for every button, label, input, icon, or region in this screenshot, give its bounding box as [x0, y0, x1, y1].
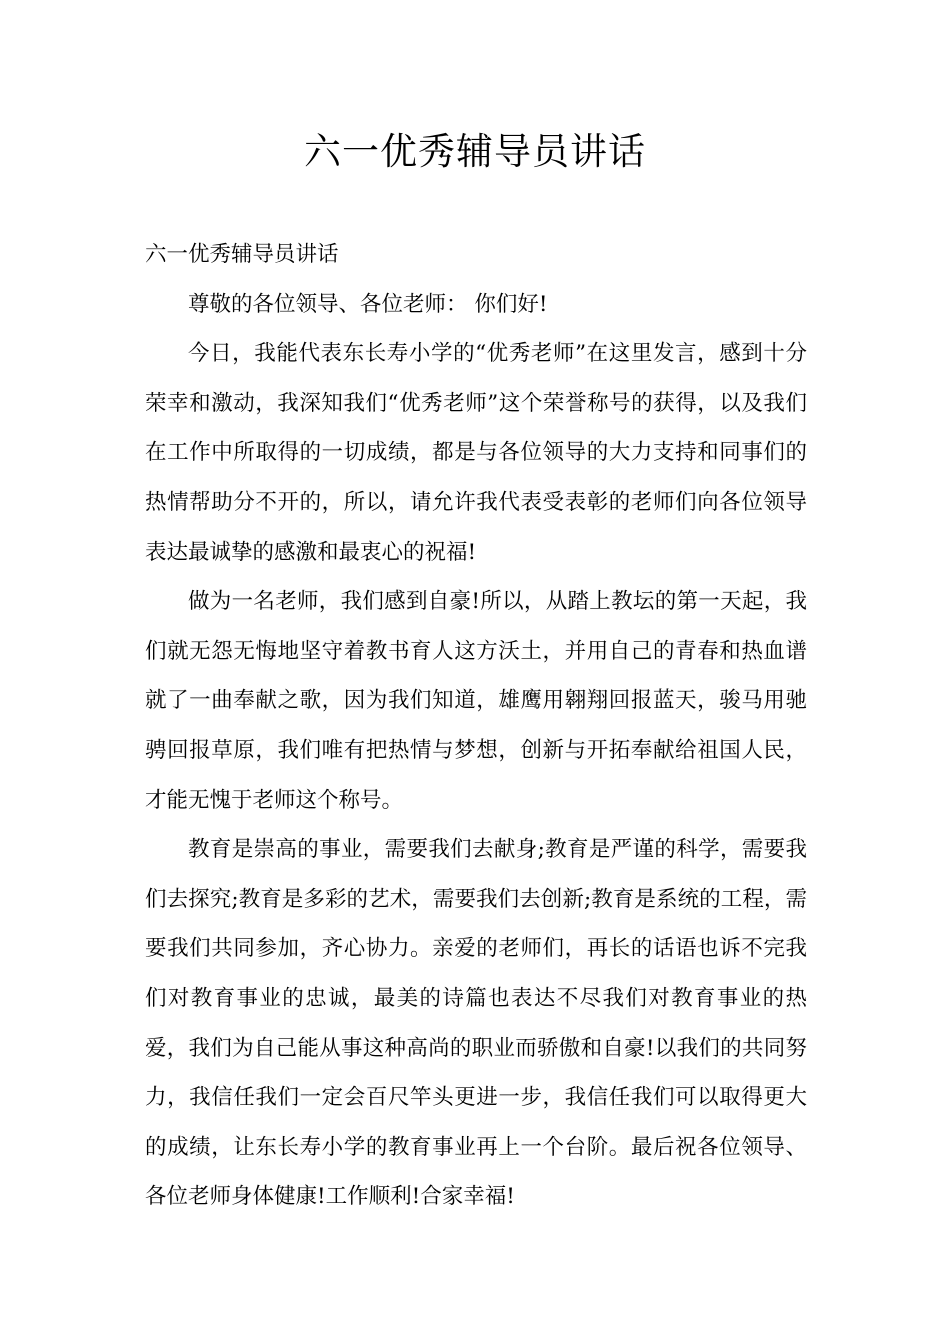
paragraph-3: 教育是崇高的事业，需要我们去献身;教育是严谨的科学，需要我们去探究;教育是多彩的艺术，需要我们去创新;教育是系统的工程，需要我们共同参加，齐心协力。亲爱的老师们，再长的话语也诉不完我们对教育事业的忠诚，最美的诗篇也表达不尽我们对教育事业的热爱，我们为自己能从事这种高尚的职业而骄傲和自豪!以我们的共同努力，我信任我们一定会百尺竿头更进一步，我信任我们可以取得更大的成绩，让东长寿小学的教育事业再上一个台阶。最后祝各位领导、各位老师身体健康!工作顺利!合家幸福! [145, 837, 807, 1210]
document-body [145, 230, 807, 1222]
paragraph-1: 今日，我能代表东长寿小学的“优秀老师”在这里发言，感到十分荣幸和激动，我深知我们“优秀老师”这个荣誉称号的获得，以及我们在工作中所取得的一切成绩，都是与各位领导的大力支持和同事们的热情帮助分不开的，所以，请允许我代表受表彰的老师们向各位领导表达最诚挚的感激和最衷心的祝福! [145, 341, 807, 565]
document-title: 六一优秀辅导员讲话 [304, 130, 646, 173]
paragraph-greeting: 尊敬的各位领导、各位老师： 你们好! [188, 291, 548, 317]
paragraph-2: 做为一名老师，我们感到自豪!所以，从踏上教坛的第一天起，我们就无怨无悔地坚守着教书育人这方沃土，并用自己的青春和热血谱就了一曲奉献之歌，因为我们知道，雄鹰用翱翔回报蓝天，骏马用驰骋回报草原，我们唯有把热情与梦想，创新与开拓奉献给祖国人民，才能无愧于老师这个称号。 [145, 589, 807, 813]
document-subtitle: 六一优秀辅导员讲话 [145, 242, 339, 267]
